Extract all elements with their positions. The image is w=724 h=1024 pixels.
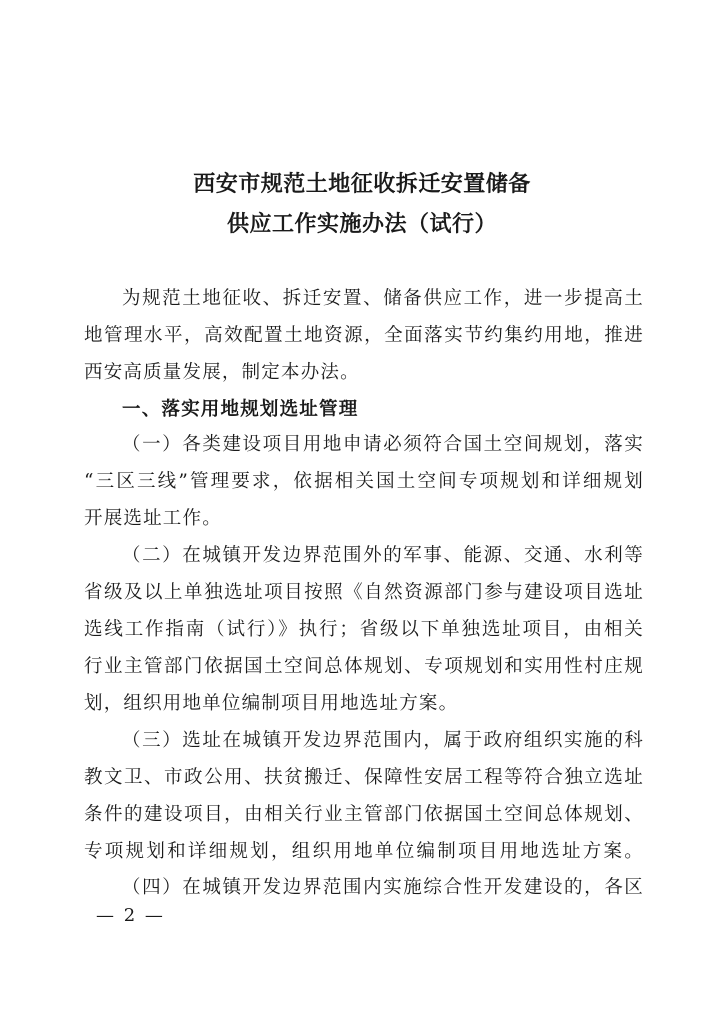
paragraph-line: 划，组织用地单位编制项目用地选址方案。 <box>84 693 459 714</box>
paragraph-line: 地管理水平，高效配置土地资源，全面落实节约集约用地，推进 <box>84 325 644 346</box>
paragraph-line: 省级及以上单独选址项目按照《自然资源部门参与建设项目选址 <box>84 582 644 603</box>
paragraph-line: （四）在城镇开发边界范围内实施综合性开发建设的，各区 <box>122 877 644 898</box>
paragraph-line: 条件的建设项目，由相关行业主管部门依据国土空间总体规划、 <box>84 804 644 825</box>
paragraph-line: 开展选址工作。 <box>84 508 222 529</box>
paragraph-line: 专项规划和详细规划，组织用地单位编制项目用地选址方案。 <box>84 841 644 862</box>
paragraph-line: （一）各类建设项目用地申请必须符合国土空间规划，落实 <box>122 434 644 455</box>
paragraph-line: 选线工作指南（试行）》执行；省级以下单独选址项目，由相关 <box>84 619 644 640</box>
paragraph-line: 为规范土地征收、拆迁安置、储备供应工作，进一步提高土 <box>122 288 644 309</box>
section-heading: 一、落实用地规划选址管理 <box>122 399 359 420</box>
paragraph-line: （三）选址在城镇开发边界范围内，属于政府组织实施的科 <box>122 730 644 751</box>
document-title-line-2: 供应工作实施办法（试行） <box>226 212 497 237</box>
paragraph-line: 教文卫、市政公用、扶贫搬迁、保障性安居工程等符合独立选址 <box>84 767 644 788</box>
document-title-line-1: 西安市规范土地征收拆迁安置储备 <box>193 172 531 197</box>
paragraph-line: 西安高质量发展，制定本办法。 <box>84 362 360 383</box>
paragraph-line: 行业主管部门依据国土空间总体规划、专项规划和实用性村庄规 <box>84 656 644 677</box>
paragraph-line: “三区三线”管理要求，依据相关国土空间专项规划和详细规划 <box>84 471 644 492</box>
paragraph-line: （二）在城镇开发边界范围外的军事、能源、交通、水利等 <box>122 545 644 566</box>
page-number: — 2 — <box>96 905 165 926</box>
